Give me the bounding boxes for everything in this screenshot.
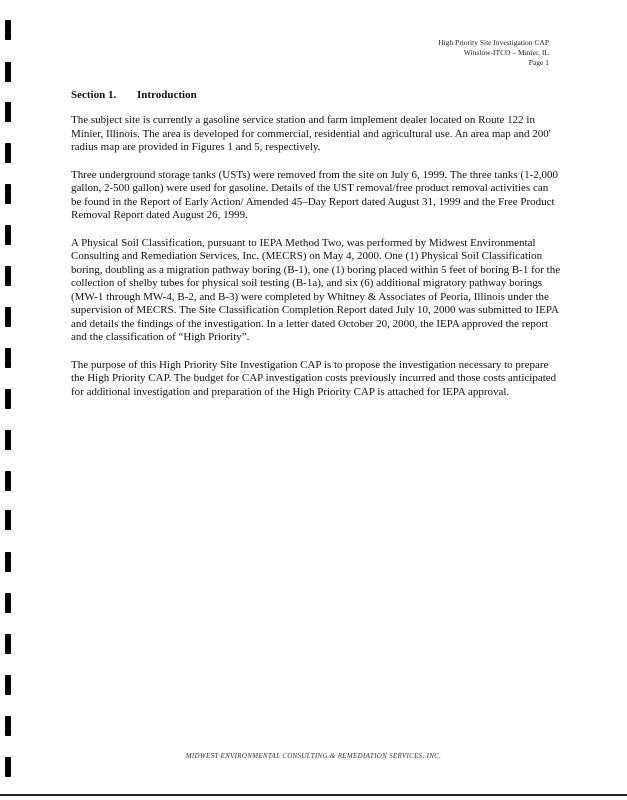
punch-mark xyxy=(5,675,11,695)
punch-mark xyxy=(5,552,11,572)
punch-mark xyxy=(5,184,11,204)
page-header xyxy=(438,38,549,68)
paragraph: A Physical Soil Classification, pursuant to IEPA Method Two, was performed by Midwest Environmental Consulting and Remediation Services, Inc. (MECRS) on May 4, 2000. One (1) Physical Soil Classification boring, doubling as a migration pathway boring (B-1), one (1) boring placed within 5 feet of boring B-1 for the collection of shelby tubes for physical soil testing (B-1a), and six (6) additional migratory pathway borings (MW-1 through MW-4, B-2, and B-3) were completed by Whitney & Associates of Peoria, Illinois under the supervision of MECRS. The Site Classification Completion Report dated July 10, 2000 was submitted to IEPA and details the findings of the investigation. In a letter dated October 20, 2000, the IEPA approved the report and the classification of “High Priority”. xyxy=(71,236,561,343)
punch-mark xyxy=(5,593,11,613)
punch-mark xyxy=(5,716,11,736)
paragraph: Three underground storage tanks (USTs) were removed from the site on July 6, 1999. The three tanks (1-2,000 gallon, 2-500 gallon) were used for gasoline. Details of the UST removal/free product removal activities can be found in the Report of Early Action/ Amended 45–Day Report dated August 31, 1999 and the Free Product Removal Report dated August 26, 1999. xyxy=(71,168,558,221)
binder-punch-marks xyxy=(5,0,13,800)
punch-mark xyxy=(5,62,11,82)
punch-mark xyxy=(5,143,11,163)
punch-mark xyxy=(5,510,11,530)
punch-mark xyxy=(5,225,11,245)
punch-mark xyxy=(5,348,11,368)
section-heading xyxy=(71,89,197,101)
section-title: Introduction xyxy=(137,89,197,101)
punch-mark xyxy=(5,471,11,491)
punch-mark xyxy=(5,20,11,40)
punch-mark xyxy=(5,634,11,654)
header-page-number: Page 1 xyxy=(528,58,549,67)
document-body xyxy=(71,114,561,413)
punch-mark xyxy=(5,430,11,450)
punch-mark xyxy=(5,307,11,327)
header-report-title: High Priority Site Investigation CAP xyxy=(438,38,549,47)
bottom-scan-edge xyxy=(0,794,627,796)
punch-mark xyxy=(5,102,11,122)
paragraph: The subject site is currently a gasoline service station and farm implement dealer located on Route 122 in Minier, Illinois. The area is developed for commercial, residential and agricultural use. An area map and 200' radius map are provided in Figures 1 and 5, respectively. xyxy=(71,114,551,153)
section-number: Section 1. xyxy=(71,89,117,101)
page-footer: MIDWEST ENVIRONMENTAL CONSULTING & REMEDIATION SERVICES, INC. xyxy=(185,752,442,760)
header-site-name: Winslow-ITCO – Minier, IL xyxy=(463,48,549,57)
punch-mark xyxy=(5,389,11,409)
punch-mark xyxy=(5,757,11,777)
paragraph: The purpose of this High Priority Site Investigation CAP is to propose the investigation necessary to prepare the High Priority CAP. The budget for CAP investigation costs previously incurred and those costs anticipated for additional investigation and preparation of the High Priority CAP is attached for IEPA approval. xyxy=(71,358,557,398)
punch-mark xyxy=(5,266,11,286)
